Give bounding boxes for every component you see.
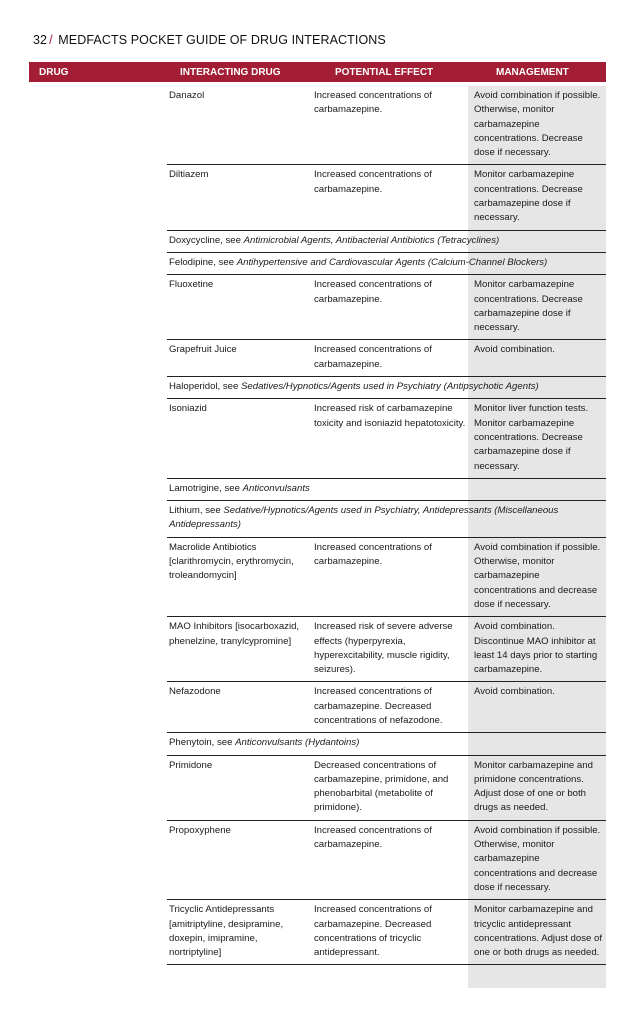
potential-effect-cell: Increased concentrations of carbamazepine. <box>314 169 432 195</box>
cross-reference-category: Sedative/Hypnotics/Agents used in Psychiatry, Antidepressants (Miscellaneous Antidepressants) <box>169 505 559 531</box>
interacting-drug-cell: MAO Inhibitors [isocarboxazid, phenelzine, tranylcypromine] <box>169 621 300 647</box>
table-row <box>167 538 606 617</box>
page-title: MEDFACTS POCKET GUIDE OF DRUG INTERACTIONS <box>58 33 386 47</box>
cross-reference-drug: Phenytoin, see <box>169 737 236 749</box>
interacting-drug-cell: Grapefruit Juice <box>169 344 237 356</box>
potential-effect-cell: Increased concentrations of carbamazepine. <box>314 90 432 116</box>
potential-effect-cell: Increased concentrations of carbamazepine. <box>314 344 432 370</box>
table-row <box>167 165 606 230</box>
potential-effect-cell: Increased risk of severe adverse effects (hyperpyrexia, hyperexcitability, muscle rigidity, seizures). <box>314 621 453 676</box>
interacting-drug-cell: Danazol <box>169 90 205 101</box>
management-cell: Monitor carbamazepine concentrations. Decrease carbamazepine dose if necessary. <box>468 275 606 339</box>
table-row <box>167 377 606 399</box>
interaction-table <box>167 86 606 965</box>
page-number: 32 <box>33 33 48 47</box>
cross-reference <box>167 377 606 398</box>
management-cell: Monitor carbamazepine and primidone concentrations. Adjust dose of one or both drugs as needed. <box>468 756 606 820</box>
management-cell: Avoid combination. Discontinue MAO inhibitor at least 14 days prior to starting carbamazepine. <box>468 617 606 681</box>
table-header <box>29 62 606 82</box>
table-row <box>167 275 606 340</box>
interacting-drug-cell: Nefazodone <box>169 686 221 698</box>
table-row <box>167 231 606 253</box>
cross-reference-category: Antihypertensive and Cardiovascular Agents (Calcium-Channel Blockers) <box>236 256 548 268</box>
management-cell: Monitor liver function tests. Monitor carbamazepine concentrations. Decrease carbamazepine dose if necessary. <box>468 399 606 477</box>
cross-reference-drug: Felodipine, see <box>169 256 237 268</box>
management-cell: Avoid combination if possible. Otherwise, monitor carbamazepine concentrations. Decrease dose if necessary. <box>468 86 606 164</box>
column-drug: DRUG <box>39 67 69 78</box>
cross-reference <box>167 733 606 754</box>
cross-reference-category: Antimicrobial Agents, Antibacterial Antibiotics (Tetracyclines) <box>243 234 500 246</box>
management-cell: Monitor carbamazepine and tricyclic antidepressant concentrations. Adjust dose of one or both drugs as needed. <box>468 900 606 964</box>
potential-effect-cell: Decreased concentrations of carbamazepine, primidone, and phenobarbital (metabolite of primidone). <box>314 759 449 814</box>
table-row <box>167 682 606 733</box>
interacting-drug-cell: Propoxyphene <box>169 824 231 836</box>
management-cell: Avoid combination if possible. Otherwise, monitor carbamazepine concentrations and decrease dose if necessary. <box>468 538 606 616</box>
interacting-drug-cell: Primidone <box>169 759 213 771</box>
interacting-drug-cell: Fluoxetine <box>169 279 214 291</box>
cross-reference-category: Anticonvulsants <box>242 482 310 494</box>
potential-effect-cell: Increased concentrations of carbamazepine. <box>314 824 432 851</box>
table-row <box>167 479 606 501</box>
cross-reference-category: Sedatives/Hypnotics/Agents used in Psychiatry (Antipsychotic Agents) <box>241 381 539 393</box>
cross-reference <box>167 479 606 500</box>
cross-reference-category: Anticonvulsants (Hydantoins) <box>235 737 360 749</box>
page-header: 32 / MEDFACTS POCKET GUIDE OF DRUG INTERACTIONS <box>33 33 386 47</box>
cross-reference-drug: Lithium, see <box>169 505 224 517</box>
column-potential-effect: POTENTIAL EFFECT <box>335 67 434 78</box>
cross-reference-drug: Doxycycline, see <box>169 234 244 246</box>
potential-effect-cell: Increased concentrations of carbamazepine. <box>314 279 432 305</box>
potential-effect-cell: Increased concentrations of carbamazepine. <box>314 541 432 568</box>
interacting-drug-cell: Diltiazem <box>169 169 209 181</box>
cross-reference <box>167 231 606 252</box>
cross-reference <box>167 253 606 274</box>
cross-reference-drug: Haloperidol, see <box>169 381 241 393</box>
interacting-drug-cell: Macrolide Antibiotics [clarithromycin, erythromycin, troleandomycin] <box>169 541 294 582</box>
potential-effect-cell: Increased concentrations of carbamazepine. Decreased concentrations of nefazodone. <box>314 686 443 726</box>
table-row <box>167 86 606 165</box>
management-cell: Monitor carbamazepine concentrations. Decrease carbamazepine dose if necessary. <box>468 165 606 229</box>
interacting-drug-cell: Tricyclic Antidepressants [amitriptyline, desipramine, doxepin, imipramine, nortriptyline] <box>169 904 284 959</box>
management-cell: Avoid combination. <box>468 682 606 732</box>
interacting-drug-cell: Isoniazid <box>169 403 207 415</box>
table-row <box>167 501 606 538</box>
table-row <box>167 617 606 682</box>
potential-effect-cell: Increased risk of carbamazepine toxicity and isoniazid hepatotoxicity. <box>314 403 466 429</box>
table-row <box>167 733 606 755</box>
table-row <box>167 340 606 377</box>
column-interacting-drug: INTERACTING DRUG <box>180 67 281 78</box>
table-row <box>167 756 606 821</box>
column-management: MANAGEMENT <box>496 67 569 78</box>
table-row <box>167 399 606 478</box>
table-row <box>167 253 606 275</box>
table-row <box>167 900 606 965</box>
cross-reference <box>167 501 606 537</box>
management-cell: Avoid combination. <box>468 340 606 376</box>
management-cell: Avoid combination if possible. Otherwise, monitor carbamazepine concentrations and decrease dose if necessary. <box>468 821 606 899</box>
cross-reference-drug: Lamotrigine, see <box>169 482 243 494</box>
potential-effect-cell: Increased concentrations of carbamazepine. Decreased concentrations of tricyclic antidepressant. <box>314 904 432 959</box>
table-row <box>167 821 606 900</box>
